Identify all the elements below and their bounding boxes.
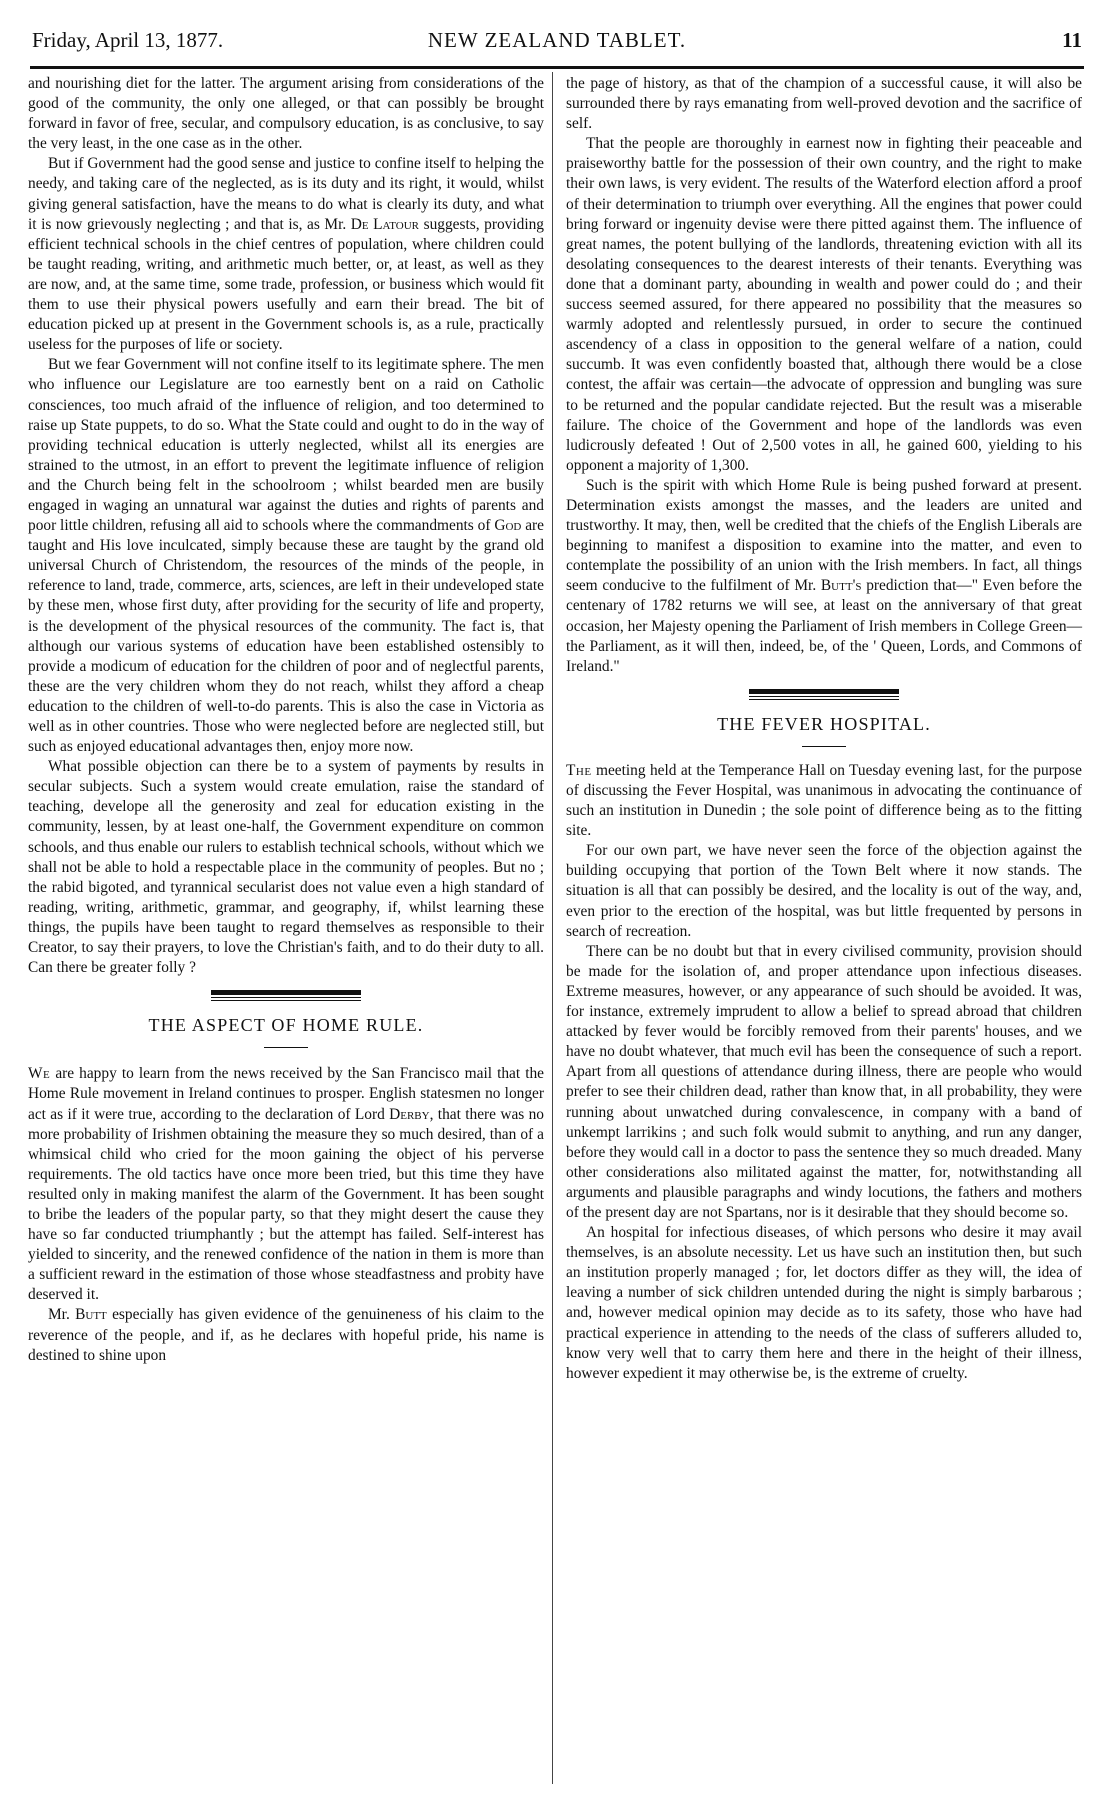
paragraph: and nourishing diet for the latter. The argument arising from considerations of the good of the community, the only one alleged, or that can possibly be brought forward in favor of free, secular, and compulsory education, is as conclusive, to say the very least, in the one case as in the other.: [28, 75, 544, 153]
title-rule: [264, 1047, 308, 1048]
paragraph: Mr. Butt especially has given evidence of the genuineness of his claim to the reverence of the people, and if, as he declares with hopeful pride, his name is destined to shine upon: [28, 1306, 544, 1364]
title-rule: [802, 746, 846, 747]
section-title-fever-hospital: THE FEVER HOSPITAL.: [717, 713, 931, 734]
drop-lead: We: [28, 1065, 51, 1083]
column-divider: [552, 72, 553, 1784]
paragraph: There can be no doubt but that in every civilised community, provision should be made for the isolation of, and proper attendance upon infectious diseases. Extreme measures, however, or any appearance of such should be avoided. It was, for instance, extremely imprudent to allow a belief to spread abroad that children attacked by fever would be forcibly removed from their parents' houses, and we have no doubt whatever, that much evil has been the consequence of such a report. Apart from all questions of attendance during illness, there are people who would prefer to see their children dead, rather than know that, in all probability, they were running about unwatched during convalescence, in company with a band of unkempt larrikins ; and such folk would submit to anything, and run any danger, before they would call in a doctor to pass the sentence they so much dreaded. Many other considerations also militated against the matter, for, notwithstanding all arguments and plausible paragraphs and windy locutions, the fathers and mothers of the present day are not Spartans, nor is it desirable that they should become so.: [566, 942, 1082, 1221]
paragraph: the page of history, as that of the champion of a successful cause, it will also be surrounded there by rays emanating from well-proved devotion and the sacrifice of self.: [566, 75, 1082, 133]
header-rule: [30, 66, 1084, 69]
paragraph: The meeting held at the Temperance Hall on Tuesday evening last, for the purpose of discussing the Fever Hospital, was unanimous in advocating the continuance of such an institution in Dunedin ; the sole point of difference being as to the fitting site.: [566, 761, 1083, 840]
name-butts: Butt's: [820, 577, 862, 595]
paragraph: But if Government had the good sense and justice to confine itself to helping the needy, and taking care of the neglected, as is its duty and its right, it would, whilst giving general satisfaction, have the means to do what is clearly its duty, and what it is now grievously neglecting ; and that is, as Mr. De Latour suggests, providing efficient technical schools in the chief centres of population, where children could be taught reading, writing, and arithmetic much better, or, at least, as well as they are now, and, at the same time, some trade, profession, or business which would fit them to use their physical powers usefully and earn their bread. The bit of education picked up at present in the Government schools is, as a rule, practically useless for the purposes of life or society.: [28, 155, 544, 354]
section-title-home-rule: THE ASPECT OF HOME RULE.: [148, 1015, 424, 1036]
name-butt: Butt: [75, 1306, 107, 1324]
left-column: [28, 74, 544, 1366]
paragraph: But we fear Government will not confine itself to its legitimate sphere. The men who influence our Legislature are too earnestly bent on a raid on Catholic consciences, too much afraid of the influence of religion, and too determined to raise up State puppets, to do so. What the State could and ought to do in the way of providing technical education is utterly neglected, whilst all its energies are strained to the utmost, in an effort to prevent the legitimate influence of religion and the Church being felt in the schoolroom ; whilst bearded men are busily engaged in waging an unnatural war against the duties and rights of parents and poor little children, refusing all aid to schools where the commandments of God are taught and His love inculcated, simply because these are taught by the grand old universal Church of Christendom, the resources of the minds of the people, in reference to land, trade, commerce, arts, sciences, are left in their undeveloped state by these men, whose first duty, after providing for the security of life and property, is the development of the physical resources of the community. The fact is, that although our various systems of education have been established ostensibly to provide a modicum of education for the children of poor and of neglectful parents, these are the very children whom they do not reach, whilst they afford a cheap education to the children of well-to-do parents. This is also the case in Victoria as well as in other countries. Those who were neglected before are neglected still, but such as enjoyed educational advantages then, enjoy more now.: [28, 356, 544, 756]
section-ornament: [749, 689, 899, 700]
paragraph: For our own part, we have never seen the force of the objection against the building occupying that portion of the Town Belt where it now stands. The situation is all that can possibly be desired, and the locality is out of the way, and, even prior to the erection of the hospital, was but little frequented by persons in search of recreation.: [566, 842, 1082, 940]
paragraph: What possible objection can there be to a system of payments by results in secular subjects. Such a system would create emulation, raise the standard of teaching, develope all the generosity and zeal for education existing in the community, lessen, by at least one-half, the Government expenditure on common schools, and thus enable our rulers to establish technical schools, without which we shall not be able to hold a respectable place in the community of peoples. But no ; the rabid bigoted, and tyrannical secularist does not value even a high standard of reading, writing, arithmetic, grammar, and geography, if, whilst learning these things, the pupils have been taught to regard themselves as responsible to their Creator, to say their prayers, to love the Christian's faith, and to do their duty to all. Can there be greater folly ?: [28, 758, 544, 977]
newspaper-title: NEW ZEALAND TABLET.: [427, 28, 687, 52]
page-number: 11: [1062, 28, 1082, 52]
paragraph: We are happy to learn from the news received by the San Francisco mail that the Home Rule movement in Ireland continues to prosper. English statesmen no longer act as if it were true, according to the declaration of Lord Derby, that there was no more probability of Irishmen obtaining the measure they so much desired, than of a whimsical child who cried for the moon gaining the object of his perverse requirements. The old tactics have once more been tried, but this time they have resulted only in making manifest the alarm of the Government. It has been sought to bribe the leaders of the popular party, so that they might desert the cause they have so far conducted triumphantly ; but the attempt has failed. Self-interest has yielded to sincerity, and the renewed confidence of the nation in them is more than a sufficient reward in the estimation of those whose steadfastness and probity have deserved it.: [28, 1065, 544, 1304]
paragraph: Such is the spirit with which Home Rule is being pushed forward at present. Determination exists amongst the masses, and the leaders are united and trustworthy. It may, then, well be credited that the chiefs of the English Liberals are beginning to manifest a disposition to examine into the matter, and even to contemplate the possibility of an union with the Irish members. In fact, all things seem conducive to the fulfilment of Mr. Butt's prediction that—" Even before the centenary of 1782 returns we will see, at least on the anniversary of that great occasion, her Majesty opening the Parliament of Irish members in College Green—the Parliament, as it will then, indeed, be, of the ' Queen, Lords, and Commons of Ireland.": [566, 476, 1082, 675]
right-column: [566, 74, 1082, 1384]
paragraph: An hospital for infectious diseases, of which persons who desire it may avail themselves, is an absolute necessity. Let us have such an institution then, but such an institution properly managed ; for, let doctors differ as they will, the idea of leaving a number of sick children untended during the night is simply barbarous ; and, however medical opinion may decide as to its safety, those who have had practical experience in attending to the needs of the class of sufferers alluded to, know very well that to carry them here and there in the height of their illness, however expedient it may otherwise be, is the extreme of cruelty.: [566, 1224, 1082, 1382]
name-derby: Derby: [389, 1105, 430, 1123]
page-header: [30, 22, 1084, 56]
word-god: God: [494, 517, 522, 535]
drop-lead: The: [566, 761, 592, 779]
paragraph: That the people are thoroughly in earnest now in fighting their peaceable and praiseworthy battle for the possession of their own country, and the right to make their own laws, is very evident. The results of the Waterford election afford a proof of their determination to triumph over everything. All the engines that power could bring forward or ingenuity devise were there pitted against them. The influence of great names, the potent bullying of the landlords, threatening eviction with all its desolating consequences to the dearest interests of their tenants. Everything was done that a dominant party, abounding in wealth and power could do ; and their success seemed assured, for there appeared no possibility that the measures so warmly adopted and relentlessly pursued, in order to secure the continued ascendency of a class in opposition to the general welfare of a nation, could succumb. It was even confidently boasted that, although there would be a close contest, the affair was certain—the advocate of oppression and bungling was sure to be returned and the popular candidate rejected. But the result was a miserable failure. The choice of the Government and hope of the landlords was even ludicrously defeated ! Out of 2,500 votes in all, he gained 600, yielding to his opponent a majority of 1,300.: [566, 135, 1082, 474]
name-de-latour: De Latour: [350, 215, 420, 233]
section-ornament: [211, 990, 361, 1001]
issue-date: Friday, April 13, 1877.: [32, 28, 224, 52]
